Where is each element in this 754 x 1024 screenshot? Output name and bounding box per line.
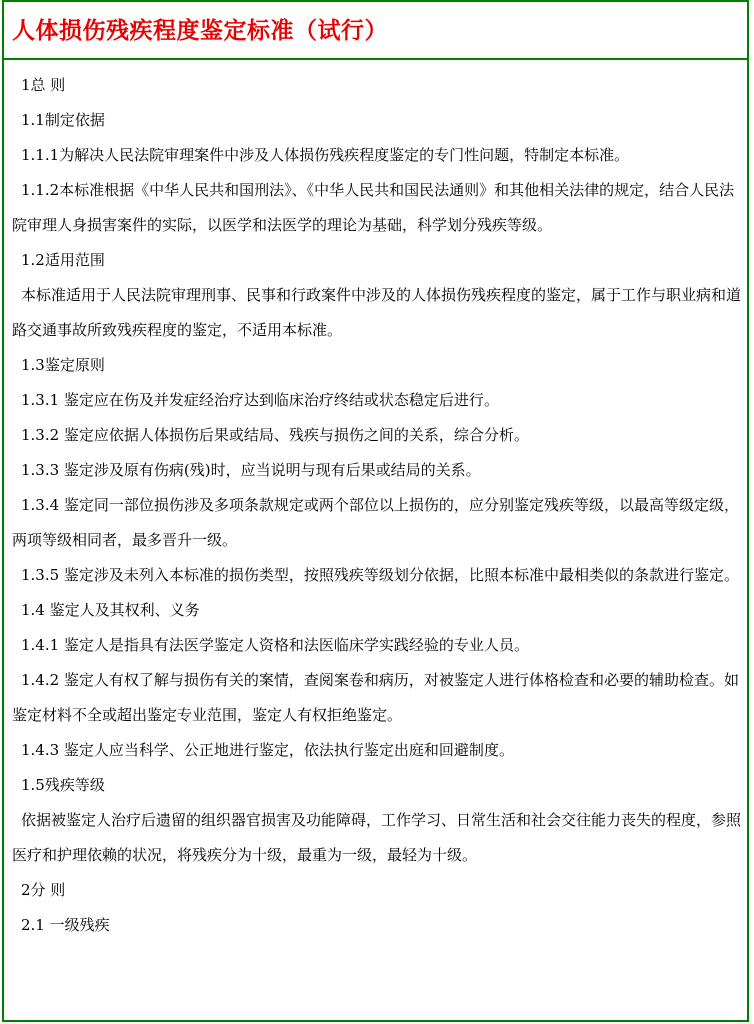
paragraph: 1.3.5 鉴定涉及未列入本标准的损伤类型，按照残疾等级划分依据，比照本标准中最相类似的条款进行鉴定。 [21,566,739,584]
section-heading: 1.3鉴定原则 [21,356,105,374]
document-body [4,60,747,943]
paragraph: 本标准适用于人民法院审理刑事、民事和行政案件中涉及的人体损伤残疾程度的鉴定，属于工作与职业病和道路交通事故所致残疾程度的鉴定，不适用本标准。 [12,286,742,339]
section-heading: 1.2适用范围 [21,251,105,269]
paragraph: 1.1.1为解决人民法院审理案件中涉及人体损伤残疾程度鉴定的专门性问题，特制定本标准。 [21,146,630,164]
document-page [2,0,749,1022]
section-heading: 1总 则 [21,76,66,94]
section-heading: 1.4 鉴定人及其权利、义务 [21,601,200,619]
paragraph: 1.1.2本标准根据《中华人民共和国刑法》、《中华人民共和国民法通则》和其他相关法律的规定，结合人民法院审理人身损害案件的实际，以医学和法医学的理论为基础，科学划分残疾等级。 [12,181,735,234]
section-heading: 2分 则 [21,881,66,899]
paragraph: 依据被鉴定人治疗后遗留的组织器官损害及功能障碍，工作学习、日常生活和社会交往能力丧失的程度，参照医疗和护理依赖的状况，将残疾分为十级，最重为一级，最轻为十级。 [12,811,742,864]
section-heading: 1.5残疾等级 [21,776,105,794]
section-heading: 1.1制定依据 [21,111,105,129]
paragraph: 1.4.2 鉴定人有权了解与损伤有关的案情，查阅案卷和病历，对被鉴定人进行体格检查和必要的辅助检查。如鉴定材料不全或超出鉴定专业范围，鉴定人有权拒绝鉴定。 [12,671,739,724]
paragraph: 1.4.3 鉴定人应当科学、公正地进行鉴定，依法执行鉴定出庭和回避制度。 [21,741,514,759]
paragraph: 1.4.1 鉴定人是指具有法医学鉴定人资格和法医临床学实践经验的专业人员。 [21,636,529,654]
paragraph: 1.3.1 鉴定应在伤及并发症经治疗达到临床治疗终结或状态稳定后进行。 [21,391,499,409]
page-title: 人体损伤残疾程度鉴定标准（试行） [12,17,388,44]
paragraph: 1.3.2 鉴定应依据人体损伤后果或结局、残疾与损伤之间的关系，综合分析。 [21,426,529,444]
section-heading: 2.1 一级残疾 [21,916,110,934]
title-bar [4,2,747,60]
paragraph: 1.3.4 鉴定同一部位损伤涉及多项条款规定或两个部位以上损伤的，应分别鉴定残疾等级，以最高等级定级，两项等级相同者，最多晋升一级。 [12,496,739,549]
paragraph: 1.3.3 鉴定涉及原有伤病(残)时，应当说明与现有后果或结局的关系。 [21,461,481,479]
